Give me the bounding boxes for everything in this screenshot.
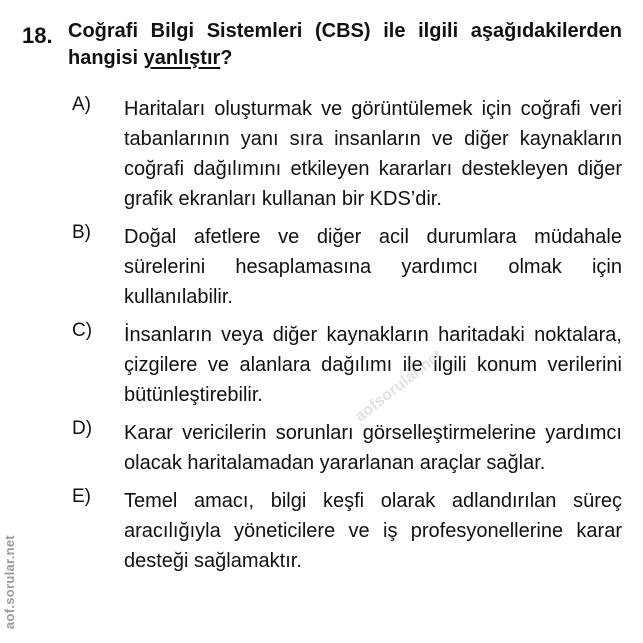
option-letter: D) <box>72 418 93 439</box>
side-watermark: aof.sorular.net <box>2 534 17 629</box>
option-c[interactable] <box>72 320 622 410</box>
option-d[interactable] <box>72 418 622 478</box>
question-mark: ? <box>220 47 233 69</box>
option-letter: A) <box>72 94 91 115</box>
question-block <box>22 18 622 584</box>
question-text: Coğrafi Bilgi Sistemleri (CBS) ile ilgili aşağıdakilerden hangisi <box>68 20 622 69</box>
option-b[interactable] <box>72 222 622 312</box>
option-text: Doğal afetlere ve diğer acil durumlara müdahale sürelerini hesaplamasına yardımcı olmak için kullanılabilir. <box>124 226 622 308</box>
center-watermark: aofsorular.net <box>352 346 446 426</box>
option-text: İnsanların veya diğer kaynakların haritadaki noktalara, çizgilere ve alanlara dağılımı ile ilgili konum verilerini bütünleştirebilir. <box>124 324 622 406</box>
question-emphasis: yanlıştır <box>143 47 221 69</box>
option-text: Temel amacı, bilgi keşfi olarak adlandırılan süreç aracılığıyla yöneticilere ve iş profesyonellerine karar desteği sağlamaktır. <box>124 490 622 572</box>
option-text: Karar vericilerin sorunları görselleştirmelerine yardımcı olacak haritalamadan yararlanan araçlar sağlar. <box>124 422 622 474</box>
option-text: Haritaları oluşturmak ve görüntülemek için coğrafi veri tabanlarının yanı sıra insanların ve diğer kaynakların coğrafi dağılımını etkileyen kararları destekleyen diğer grafik ekranları kullanan bir KDS’dir. <box>124 98 622 210</box>
option-letter: E) <box>72 486 91 507</box>
option-letter: C) <box>72 320 93 341</box>
answer-options <box>72 94 622 576</box>
question-stem <box>68 18 622 72</box>
option-a[interactable] <box>72 94 622 214</box>
option-e[interactable] <box>72 486 622 576</box>
question-number: 18. <box>22 23 53 48</box>
question-header <box>22 18 622 72</box>
option-letter: B) <box>72 222 91 243</box>
